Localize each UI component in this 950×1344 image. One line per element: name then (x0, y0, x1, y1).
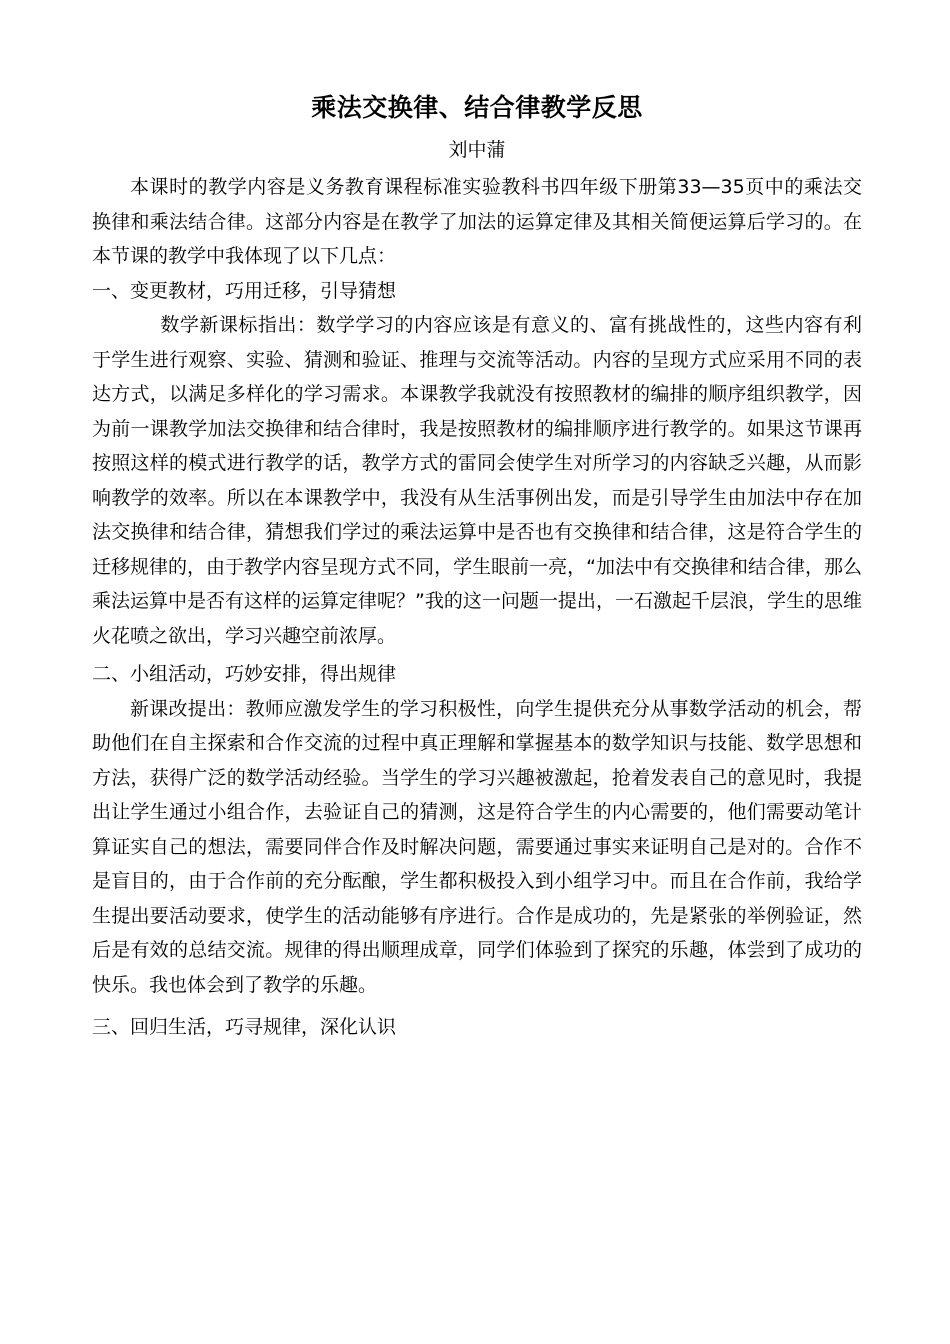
section-body-2: 新课改提出：教师应激发学生的学习积极性，向学生提供充分从事数学活动的机会，帮助他们在自主探索和合作交流的过程中真正理解和掌握基本的数学知识与技能、数学思想和方法，获得广泛的数学活动经验。当学生的学习兴趣被激起，抢着发表自己的意见时，我提出让学生通过小组合作，去验证自己的猜测，这是符合学生的内心需要的，他们需要动笔计算证实自己的想法，需要同伴合作及时解决问题，需要通过事实来证明自己是对的。合作不是盲目的，由于合作前的充分酝酿，学生都积极投入到小组学习中。而且在合作前，我给学生提出要活动要求，使学生的活动能够有序进行。合作是成功的，先是紧张的举例验证，然后是有效的总结交流。规律的得出顺理成章，同学们体验到了探究的乐趣，体尝到了成功的快乐。我也体会到了教学的乐趣。 (92, 697, 862, 996)
section-body-1: 数学新课标指出：数学学习的内容应该是有意义的、富有挑战性的，这些内容有利于学生进行观察、实验、猜测和验证、推理与交流等活动。内容的呈现方式应采用不同的表达方式，以满足多样化的学习需求。本课教学我就没有按照教材的编排的顺序组织教学，因为前一课教学加法交换律和结合律时，我是按照教材的编排顺序进行教学的。如果这节课再按照这样的模式进行教学的话，教学方式的雷同会使学生对所学习的内容缺乏兴趣，从而影响教学的效率。所以在本课教学中，我没有从生活事例出发，而是引导学生由加法中存在加法交换律和结合律，猜想我们学过的乘法运算中是否也有交换律和结合律，这是符合学生的迁移规律的，由于教学内容呈现方式不同，学生眼前一亮，“加法中有交换律和结合律，那么乘法运算中是否有这样的运算定律呢？”我的这一问题一提出，一石激起千层浪，学生的思维火花喷之欲出，学习兴趣空前浓厚。 (92, 314, 862, 647)
document-page (92, 88, 862, 1045)
section-heading-1: 一、变更教材，巧用迁移，引导猜想 (92, 279, 397, 302)
section-heading-3: 三、回归生活，巧寻规律，深化认识 (92, 1016, 397, 1038)
section-heading-2: 二、小组活动，巧妙安排，得出规律 (92, 663, 397, 685)
author-name: 刘中蒲 (448, 139, 506, 161)
document-title: 乘法交换律、结合律教学反思 (311, 93, 643, 122)
intro-paragraph: 本课时的教学内容是义务教育课程标准实验教科书四年级下册第33—35页中的乘法交换律和乘法结合律。这部分内容是在教学了加法的运算定律及其相关简便运算后学习的。在本节课的教学中我体现了以下几点： (92, 176, 862, 267)
